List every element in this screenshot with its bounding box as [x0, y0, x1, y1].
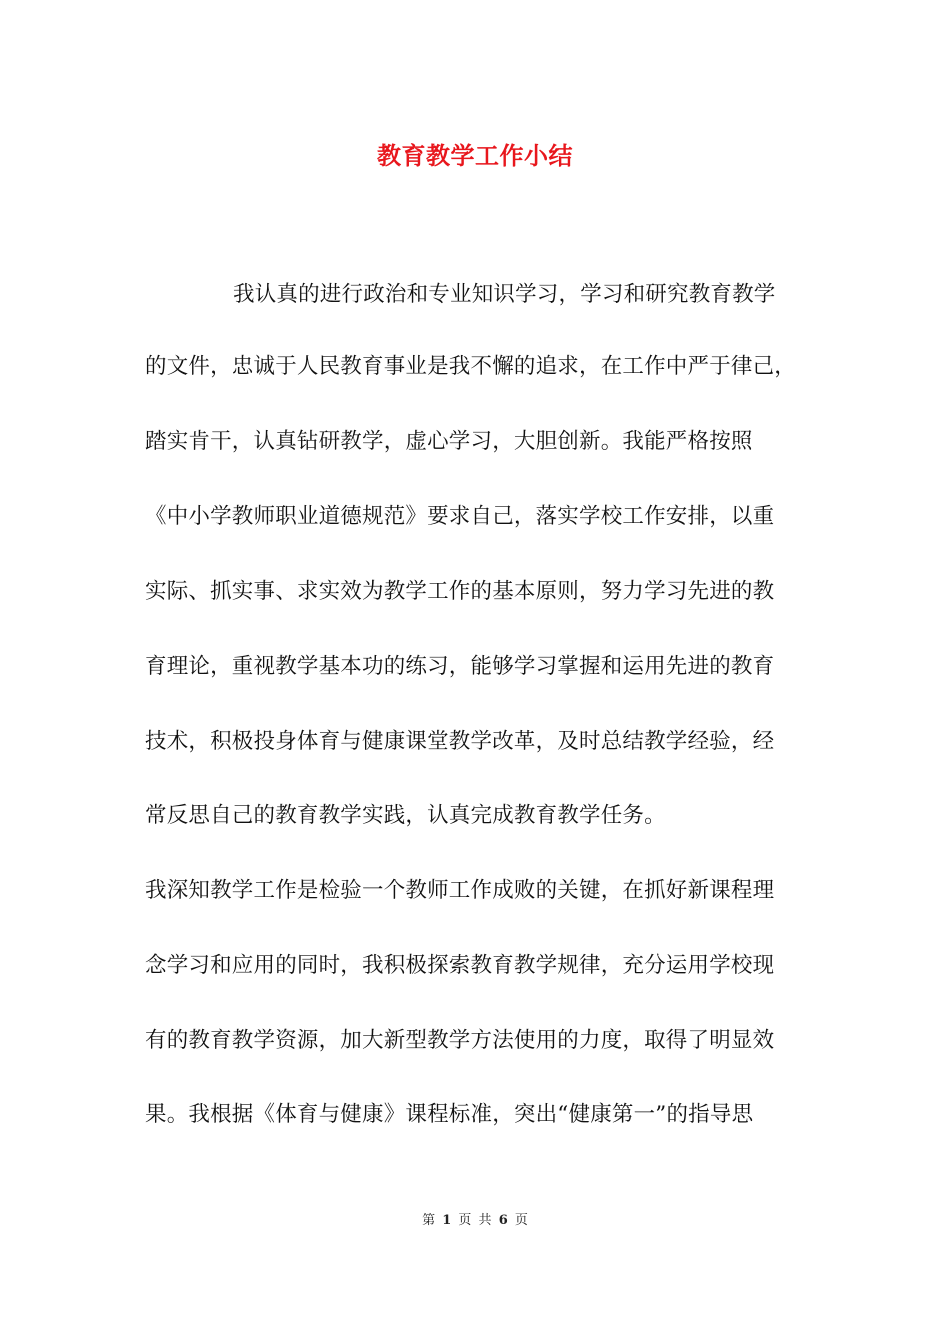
paragraph-line: 技术，积极投身体育与健康课堂教学改革，及时总结教学经验，经	[145, 729, 775, 754]
paragraph-line: 的文件，忠诚于人民教育事业是我不懈的追求，在工作中严于律己，	[145, 354, 797, 379]
paragraph-line: 我认真的进行政治和专业知识学习，学习和研究教育教学	[233, 282, 776, 307]
paragraph-line: 实际、抓实事、求实效为教学工作的基本原则，努力学习先进的教	[145, 579, 775, 604]
footer-middle: 页 共	[458, 1213, 492, 1228]
paragraph-line: 果。我根据《体育与健康》课程标准，突出“健康第一”的指导思	[145, 1102, 754, 1127]
current-page-number: 1	[442, 1213, 452, 1228]
paragraph-line: 《中小学教师职业道德规范》要求自己，落实学校工作安排，以重	[145, 504, 775, 529]
total-page-number: 6	[498, 1213, 508, 1228]
paragraph-line: 我深知教学工作是检验一个教师工作成败的关键，在抓好新课程理	[145, 878, 775, 903]
paragraph-line: 常反思自己的教育教学实践，认真完成教育教学任务。	[145, 803, 666, 828]
paragraph-line: 育理论，重视教学基本功的练习，能够学习掌握和运用先进的教育	[145, 654, 775, 679]
paragraph-line: 念学习和应用的同时，我积极探索教育教学规律，充分运用学校现	[145, 953, 775, 978]
footer-prefix: 第	[422, 1213, 436, 1228]
paragraph-line: 有的教育教学资源，加大新型教学方法使用的力度，取得了明显效	[145, 1028, 775, 1053]
document-title: 教育教学工作小结	[377, 141, 573, 170]
page-number-footer	[0, 1209, 950, 1228]
paragraph-line: 踏实肯干，认真钻研教学，虚心学习，大胆创新。我能严格按照	[145, 429, 753, 454]
footer-suffix: 页	[514, 1213, 528, 1228]
